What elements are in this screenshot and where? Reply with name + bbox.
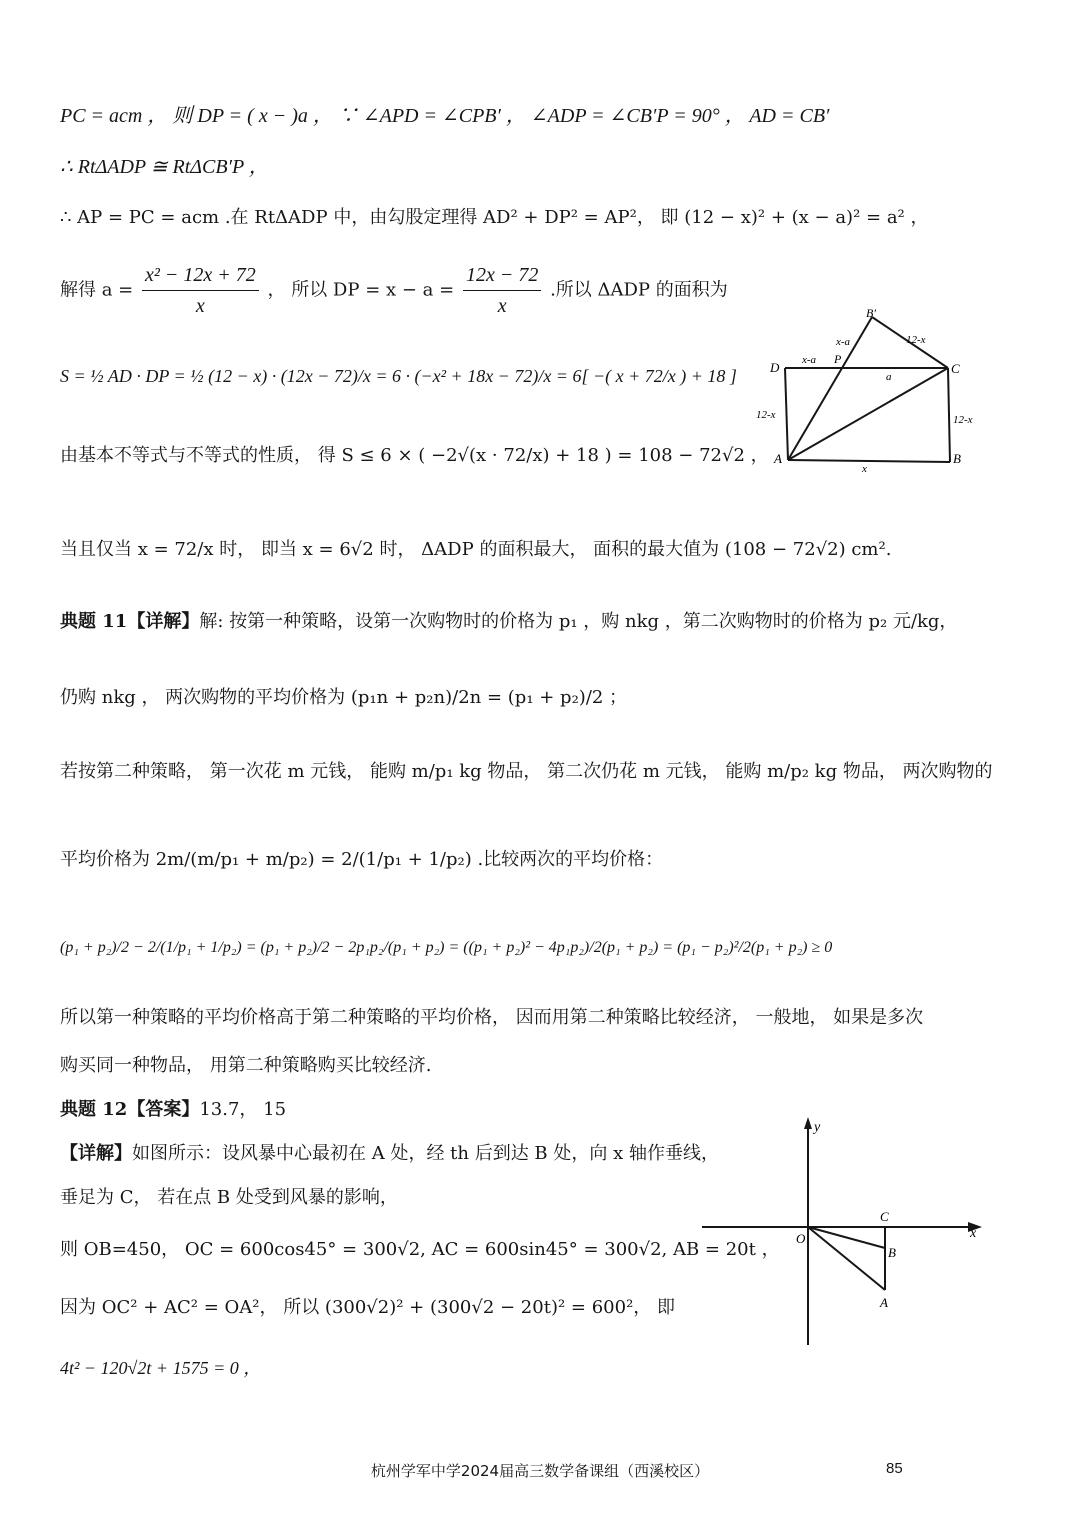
text-line-6: 由基本不等式与不等式的性质， 得 S ≤ 6 × ( −2√(x · 72/x) + 18 ) = 108 − 72√2 ， (60, 445, 769, 466)
l4-suffix: .所以 ΔADP 的面积为 (550, 279, 728, 301)
text-line-3: ∴ AP = PC = acm .在 RtΔADP 中，由勾股定理得 AD² + DP² = AP²， 即 (12 − x)² + (x − a)² = a² ， (60, 207, 929, 228)
heading-detail: 【详解】 (60, 1143, 132, 1164)
answer-problem-12: 13.7， 15 (199, 1099, 287, 1120)
text-line-5: S = ½ AD · DP = ½ (12 − x) · (12x − 72)/x = 6 · (−x² + 18x − 72)/x = 6[ −( x + 72/x ) + 18 ] (60, 366, 737, 386)
y-axis-arrow (804, 1117, 812, 1129)
text-line-2: ∴ RtΔADP ≅ RtΔCB′P ， (60, 156, 269, 178)
text-line-1: PC = acm ， 则 DP = ( x − )a ， ∵ ∠APD = ∠CPB′ ， ∠ADP = ∠CB′P = 90° ， AD = CB′ (60, 105, 830, 127)
figure-rectangle-fold (750, 305, 990, 475)
label-b: B (953, 451, 961, 466)
label-a-segment: a (886, 371, 892, 383)
l4-prefix: 解得 a = (60, 279, 134, 301)
text-line-4 (60, 262, 728, 319)
label-a: A (774, 451, 782, 466)
text-line-20: 4t² − 120√2t + 1575 = 0 ， (60, 1358, 262, 1378)
label-x-bottom: x (862, 463, 867, 475)
label-b-point: B (888, 1245, 896, 1260)
text-line-14: 购买同一种物品， 用第二种策略购买比较经济. (60, 1055, 432, 1076)
text-line-18: 则 OB=450， OC = 600cos45° = 300√2, AC = 600sin45° = 300√2, AB = 20t ， (60, 1239, 780, 1260)
heading-problem-12: 典题 12【答案】 (60, 1099, 200, 1120)
figure-coordinate-axes (700, 1115, 990, 1355)
page-footer: 杭州学军中学2024届高三数学备课组（西溪校区） (370, 1462, 710, 1480)
label-12-minus-x-left: 12-x (756, 409, 776, 421)
label-12-minus-x-top: 12-x (906, 334, 926, 346)
label-c-point: C (880, 1209, 889, 1224)
edge-ac (788, 368, 948, 460)
edge-da (785, 368, 788, 460)
text-line-13: 所以第一种策略的平均价格高于第二种策略的平均价格， 因而用第二种策略比较经济， 一般地， 如果是多次 (60, 1007, 924, 1028)
text-line-9: 仍购 nkg ， 两次购物的平均价格为 (p₁n + p₂n)/2n = (p₁ + p₂)/2 ； (60, 687, 628, 708)
fraction-a-numerator: x² − 12x + 72 (142, 262, 259, 291)
segment-oa (808, 1227, 885, 1290)
edge-ab (788, 460, 950, 462)
label-p: P (834, 352, 842, 366)
text-line-10: 若按第二种策略， 第一次花 m 元钱， 能购 m/p₁ kg 物品， 第二次仍花 m 元钱， 能购 m/p₂ kg 物品， 两次购物的 (60, 761, 993, 782)
text-line-11: 平均价格为 2m/(m/p₁ + m/p₂) = 2/(1/p₁ + 1/p₂) .比较两次的平均价格： (60, 849, 664, 870)
label-x-minus-a-left: x-a (802, 354, 817, 366)
text-line-15 (60, 1098, 286, 1122)
fraction-dp (463, 262, 541, 319)
label-a-point: A (880, 1295, 888, 1310)
text-line-19: 因为 OC² + AC² = OA²， 所以 (300√2)² + (300√2 − 20t)² = 600²， 即 (60, 1297, 676, 1318)
page-number: 85 (886, 1460, 903, 1477)
l16-body: 如图所示：设风暴中心最初在 A 处，经 th 后到达 B 处，向 x 轴作垂线， (132, 1143, 719, 1164)
label-12-minus-x-right: 12-x (953, 414, 973, 426)
fraction-a (142, 262, 259, 319)
label-x-axis: x (970, 1226, 977, 1241)
fraction-dp-denominator: x (497, 295, 507, 317)
edge-cb (948, 368, 950, 462)
l4-middle: ， 所以 DP = x − a = (267, 279, 455, 301)
heading-problem-11: 典题 11【详解】 (60, 611, 200, 632)
l8-body: 解: 按第一种策略，设第一次购物时的价格为 p₁ ，购 nkg ，第二次购物时的价格为 p₂ 元/kg， (199, 611, 958, 632)
label-b-prime: B′ (866, 306, 876, 320)
text-line-12: (p₁ + p₂)/2 − 2/(1/p₁ + 1/p₂) = (p₁ + p₂)/2 − 2p₁p₂/(p₁ + p₂) = ((p₁ + p₂)² − 4p₁p₂)/2(p₁ + p₂) = (p₁ − p₂)²/2(p₁ + p₂) ≥ 0 (60, 939, 833, 956)
text-line-8 (60, 610, 957, 634)
text-line-17: 垂足为 C， 若在点 B 处受到风暴的影响， (60, 1187, 398, 1208)
text-line-7: 当且仅当 x = 72/x 时， 即当 x = 6√2 时， ΔADP 的面积最大， 面积的最大值为 (108 − 72√2) cm². (60, 539, 892, 560)
label-c: C (951, 361, 960, 376)
label-x-minus-a-top: x-a (836, 336, 851, 348)
text-line-16 (60, 1142, 719, 1166)
fraction-dp-numerator: 12x − 72 (463, 262, 541, 291)
label-d: D (770, 360, 780, 375)
label-y-axis: y (814, 1120, 821, 1135)
edge-ab-prime (788, 317, 872, 460)
label-o: O (796, 1231, 806, 1246)
fraction-a-denominator: x (195, 295, 205, 317)
